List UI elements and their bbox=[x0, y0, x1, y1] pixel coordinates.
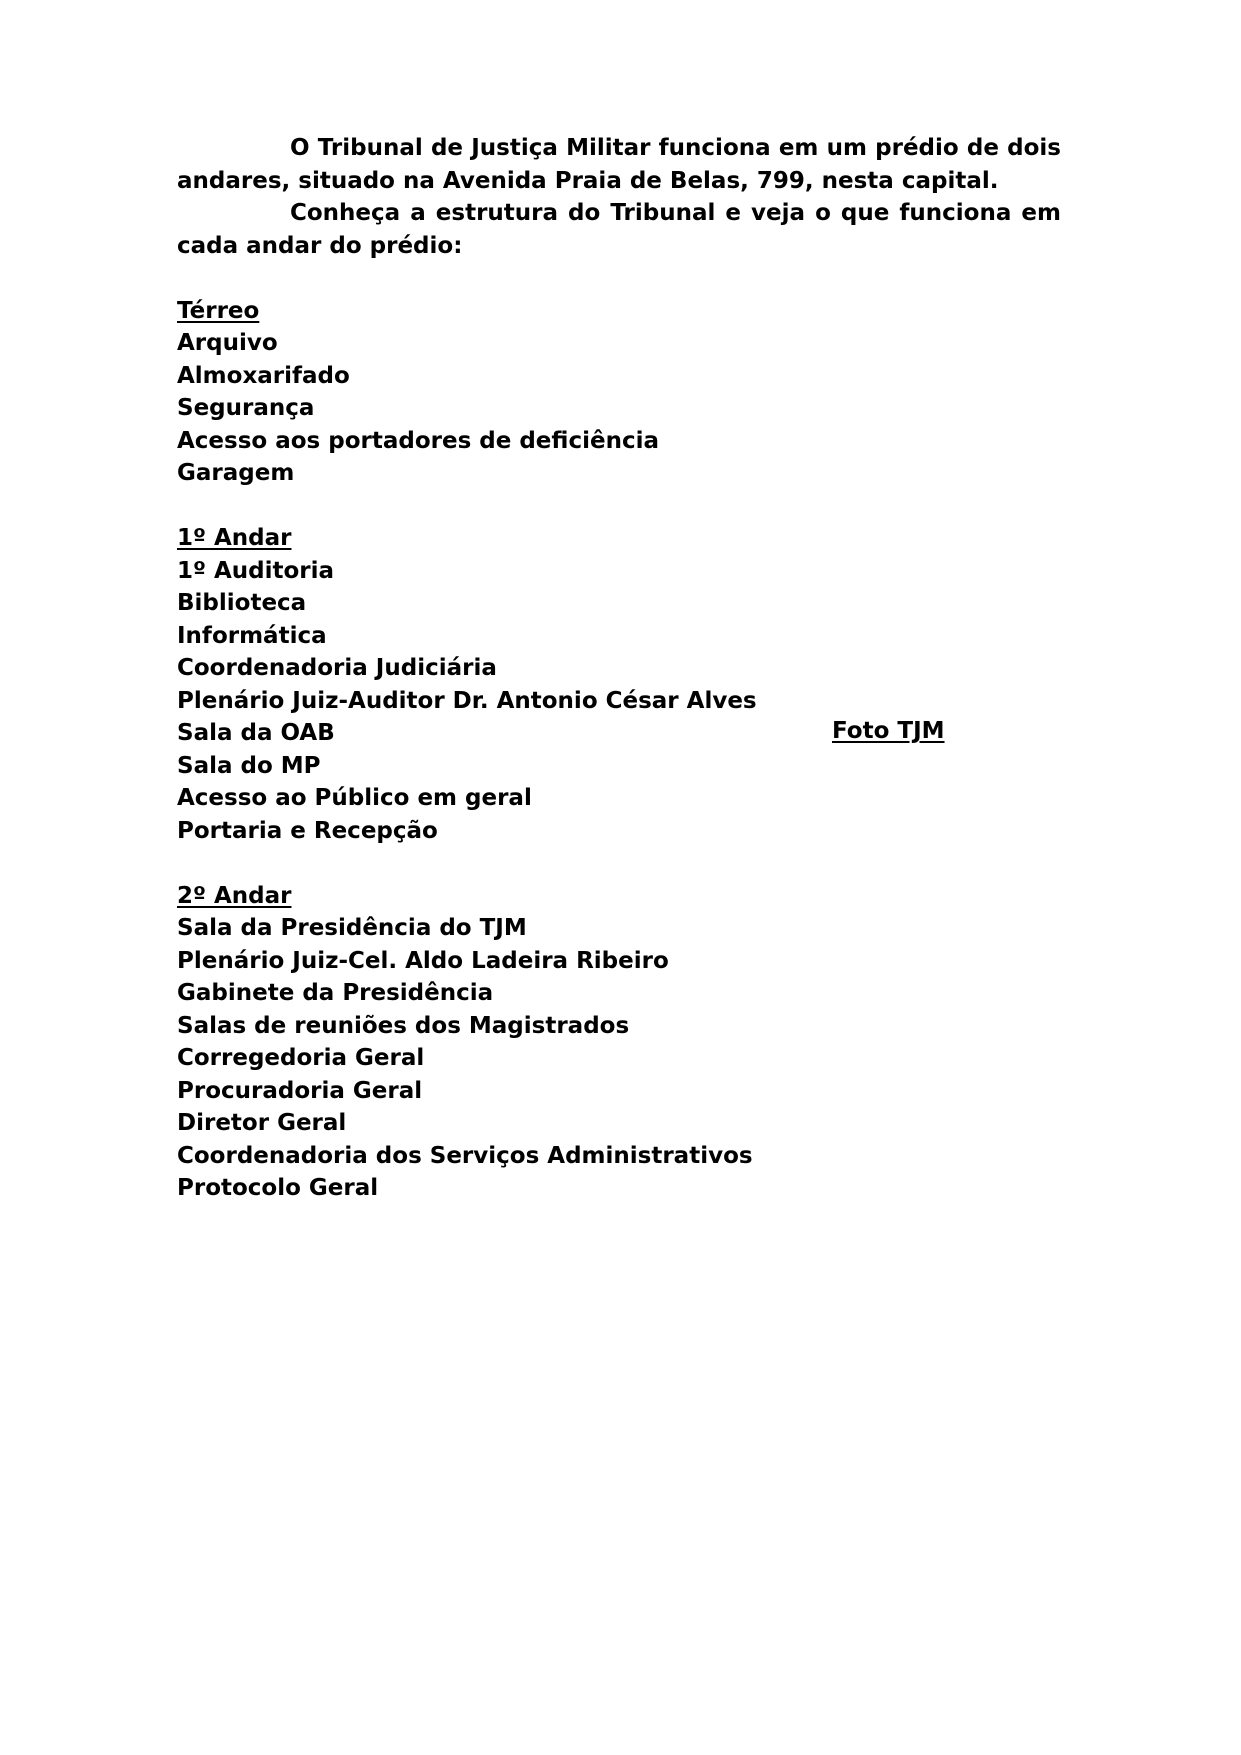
room-item: Arquivo bbox=[177, 330, 278, 356]
room-list bbox=[177, 912, 1061, 1205]
floor-title: Térreo bbox=[177, 297, 260, 324]
floor-terreo bbox=[177, 295, 1061, 490]
photo-credit: Foto TJM bbox=[832, 718, 945, 744]
room-item: Acesso ao Público em geral bbox=[177, 785, 532, 811]
floor-1-andar bbox=[177, 522, 1061, 847]
room-item: Biblioteca bbox=[177, 590, 307, 616]
room-item: Diretor Geral bbox=[177, 1110, 347, 1136]
intro-paragraph-2: Conheça a estrutura do Tribunal e veja o que funciona em cada andar do prédio: bbox=[177, 200, 1061, 259]
room-item: Segurança bbox=[177, 395, 315, 421]
room-item: Portaria e Recepção bbox=[177, 817, 438, 844]
spacer bbox=[177, 262, 1061, 295]
intro-paragraph-1: O Tribunal de Justiça Militar funciona em um prédio de dois andares, situado na Avenida Praia de Belas, 799, nesta capital. bbox=[177, 135, 1061, 194]
room-item: Sala da Presidência do TJM bbox=[177, 915, 527, 941]
room-item: Coordenadoria dos Serviços Administrativos bbox=[177, 1142, 753, 1169]
room-item: Almoxarifado bbox=[177, 362, 350, 389]
room-item: Informática bbox=[177, 622, 327, 649]
room-item: Sala da OAB bbox=[177, 720, 335, 746]
room-item: Sala do MP bbox=[177, 752, 321, 779]
room-item: Protocolo Geral bbox=[177, 1175, 379, 1201]
room-item: Corregedoria Geral bbox=[177, 1045, 425, 1071]
document-body bbox=[177, 132, 1061, 1205]
floor-2-andar bbox=[177, 880, 1061, 1205]
room-item: Procuradoria Geral bbox=[177, 1077, 423, 1104]
room-list bbox=[177, 327, 1061, 490]
room-item: Garagem bbox=[177, 460, 295, 486]
spacer bbox=[177, 847, 1061, 880]
room-item: Plenário Juiz-Cel. Aldo Ladeira Ribeiro bbox=[177, 947, 669, 974]
room-item: Coordenadoria Judiciária bbox=[177, 655, 497, 681]
room-item: Gabinete da Presidência bbox=[177, 980, 494, 1006]
room-item: Acesso aos portadores de deficiência bbox=[177, 427, 659, 454]
room-list bbox=[177, 555, 1061, 848]
floor-title: 1º Andar bbox=[177, 525, 292, 551]
room-item: Salas de reuniões dos Magistrados bbox=[177, 1012, 630, 1039]
room-item: Plenário Juiz-Auditor Dr. Antonio César Alves bbox=[177, 687, 757, 714]
room-item: 1º Auditoria bbox=[177, 557, 335, 584]
floor-title: 2º Andar bbox=[177, 882, 292, 909]
spacer bbox=[177, 490, 1061, 523]
